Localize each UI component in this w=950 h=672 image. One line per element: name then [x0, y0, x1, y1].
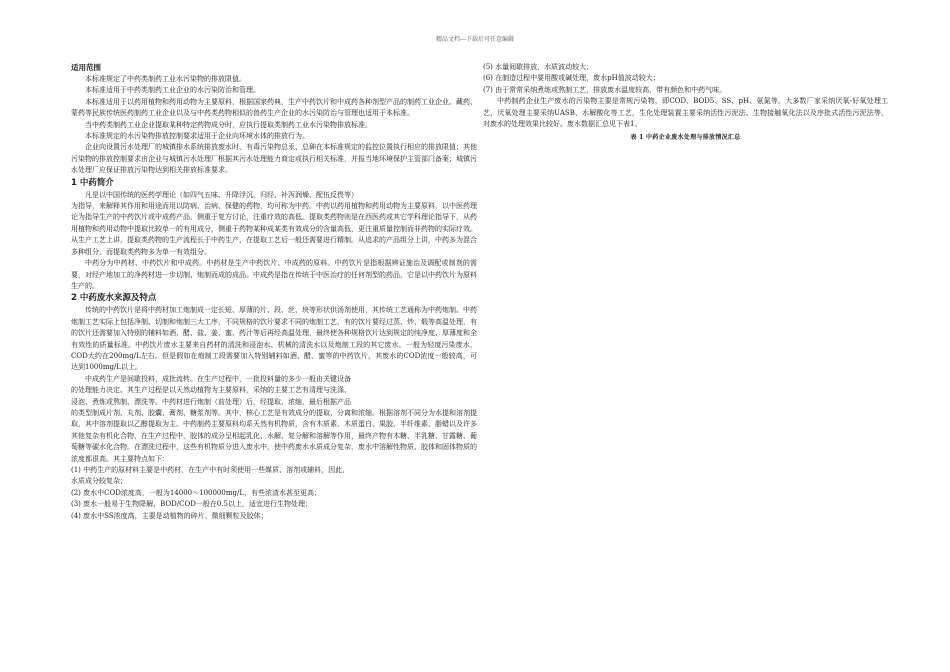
paragraph: 为指导，来解释其作用和用途而用以防病、治病、保健的药物，均可称为中药。中药以药用植物和药用动物为主要原料，以中医药理论为指导生产的中药饮片或中成药产品，侧重于复方讨论，注重疗效的高低。提取类药物则是在西医药或其它学科理论指导下，从药用植物和药用动物中提取比较单一的有用成分，侧重于药物某种成某类有效成分的含量高低，更注重质量控制而非药物的实际疗效。从生产工艺上讲，提取类药物的生产流程长于中药生产，在提取工艺后一般还需要进行精制。从追求的产品组分上讲，中药多为混合多种组分，而提取类药物多为单一有效组分。 [71, 202, 477, 256]
paragraph: 本标准规定的水污染物排放控制要求适用于企业向环境水体的排放行为。 [85, 132, 309, 141]
paragraph: (5) 水量间歇排放，水质波动较大； [483, 63, 594, 71]
paragraph: (1) 中药生产的原材料主要是中药材，在生产中有时须使用一些媒质、溶剂或辅料，因此， [71, 466, 350, 474]
paragraph: 的类型制成片剂、丸剂、胶囊、膏剂、糖浆剂等。其中，核心工艺是有效成分的提取、分离和浓缩。根据溶剂不同分为水提和溶剂提取，其中溶剂提取以乙醇提取为主。中药制药主要原料均系天然有机物质，含有木质素、木质蛋白、果胶、半纤维素、脂蜡以及许多其他复杂有机化合物，在生产过程中，胶体的成分呈相起乳化、水解、复分解和溶解等作用，最终产物有木糖、半乳糖、甘露糖、葡萄糖等碳水化合物。在漂洗过程中，这些有机物质分进入废水中，使中药废水水质成分复杂，废水中溶解性物质、胶体和固体物质的浓度都很高。其主要特点如下： [71, 408, 477, 463]
table-caption: 表 1 中药企业废水处理与排放情况汇总 [630, 134, 741, 142]
paragraph: 企业向设置污水处理厂的城镇排水系统排放废水时，有毒污染物总汞、总砷在本标准规定的监控位置执行相应的排放限值；其他污染物的排放控制要求由企业与城镇污水处理厂根据其污水处理能力商定或执行相关标准，并报当地环境保护主管部门备案；城镇污水处理厂应保证排放污染物达到相关排放标准要求。 [71, 143, 477, 175]
paragraph: 水质成分较复杂； [71, 477, 127, 486]
paragraph: (7) 由于常常采纳煮练或熬制工艺，排放废水温度较高，带有颜色和中药气味。 [483, 85, 727, 94]
paragraph: 中药分为中药材、中药饮片和中成药。中药材是生产中药饮片、中成药的原料。中药饮片是指根据辨证施治及调配或制剂的需要，对经产地加工的净药材进一步切制、炮制而成的成品。中成药是指在传统于中医治疗的任何剂型的药品，它是以中药饮片为原料生产的。 [71, 259, 477, 290]
left-column [71, 62, 477, 522]
paragraph: (2) 废水中COD浓度高，一般为14000～100000mg/L，有些浓渣水甚至更高； [71, 488, 321, 497]
page-header: 精品文档---下载后可任意编辑 [435, 36, 515, 43]
paragraph: (4) 废水中SS浓度高，主要是动植物的碎片、微细颗粒及胶体； [71, 511, 268, 520]
paragraph: 传统的中药饮片是将中药材加工炮制成一定长短、厚薄的片、段、丝、块等形状供汤剂使用，其传统工艺通称为中药炮制。中药炮制工艺实际上包括净制、切制和炮制三大工序，不同规格的饮片要求不同的炮制工艺，有的饮片要经过蒸、炒、煅等高温处理，有的饮片还需要加入特别的辅料如酒、醋、盐、姜、蜜、药汁等后再经高温处理，最终使各种规格饮片达到规定的纯净度、厚薄度和全有效性的质量标准。中药饮片废水主要来自药材的清洗和浸泡水、机械的清洗水以及炮制工段的其它废水，一般为轻度污染废水，COD大约在200mg/L左右。但是假如在炮制工段需要加入特别辅料如酒、醋、蜜等的中药饮片，其废水的COD浓度一般较高，可达到1000mg/L以上。 [71, 306, 477, 372]
paragraph: 本标准适用于以药用植物和药用动物为主要原料，根据国家药典，生产中药饮片和中成药各种剂型产品的制药工业企业。藏药、蒙药等民族传统医药制药工业企业以及与中药类药物相似的兽药生产企业的水污染防治与管理也适用于本标准。 [71, 97, 477, 118]
section-heading: 适用范围 [71, 63, 101, 72]
paragraph: (6) 在制造过程中要用酸或碱处理，废水pH值波动较大； [483, 74, 660, 83]
paragraph: 中药制药企业生产废水的污染物主要是常规污染物，即COD、BOD5、SS、pH、氨氮等。大多数厂家采纳厌氧-好氧处理工艺，厌氧处理主要采纳UASB、水解酸化等工艺，生化处理装置主要采纳活性污泥法、生物接触氧化法以及序批式活性污泥法等，对废水的处理效果比较好。废水数据汇总见下表1。 [483, 97, 888, 129]
paragraph: 本标准适用于中药类制药工业企业的水污染防治和管理。 [85, 86, 260, 95]
right-column [483, 62, 888, 144]
paragraph: 的处理能力决定。其生产过程是以天然动植物为主要原料，采纳的主要工艺有清理与洗涤、 [71, 386, 351, 395]
section-heading: 2 中药废水来源及特点 [71, 293, 157, 304]
paragraph: 中成药生产是间歇投料，成批流转。在生产过程中，一批投料量的多少一般由关键设备 [85, 374, 351, 383]
paragraph: 本标准规定了中药类制药工业水污染物的排放限值。 [85, 75, 246, 83]
section-heading: 1 中药简介 [71, 177, 114, 188]
paragraph: 浸泡、煮炼或熬制、漂洗等。中药材进行炮制（前处理）后，经提取、浓缩，最后根据产品 [71, 397, 351, 406]
paragraph: 凡是以中国传统的医药学理论（如四气五味、升降浮沉、归经、补泻润燥、配伍反畏等） [85, 190, 358, 199]
paragraph: (3) 废水一般易于生物降解，BOD/COD一般在0.5以上，适宜进行生物处理； [71, 500, 312, 509]
paragraph: 当中药类制药工业企业提取某种特定药物成分时，应执行提取类制药工业水污染物排放标准。 [85, 120, 372, 129]
